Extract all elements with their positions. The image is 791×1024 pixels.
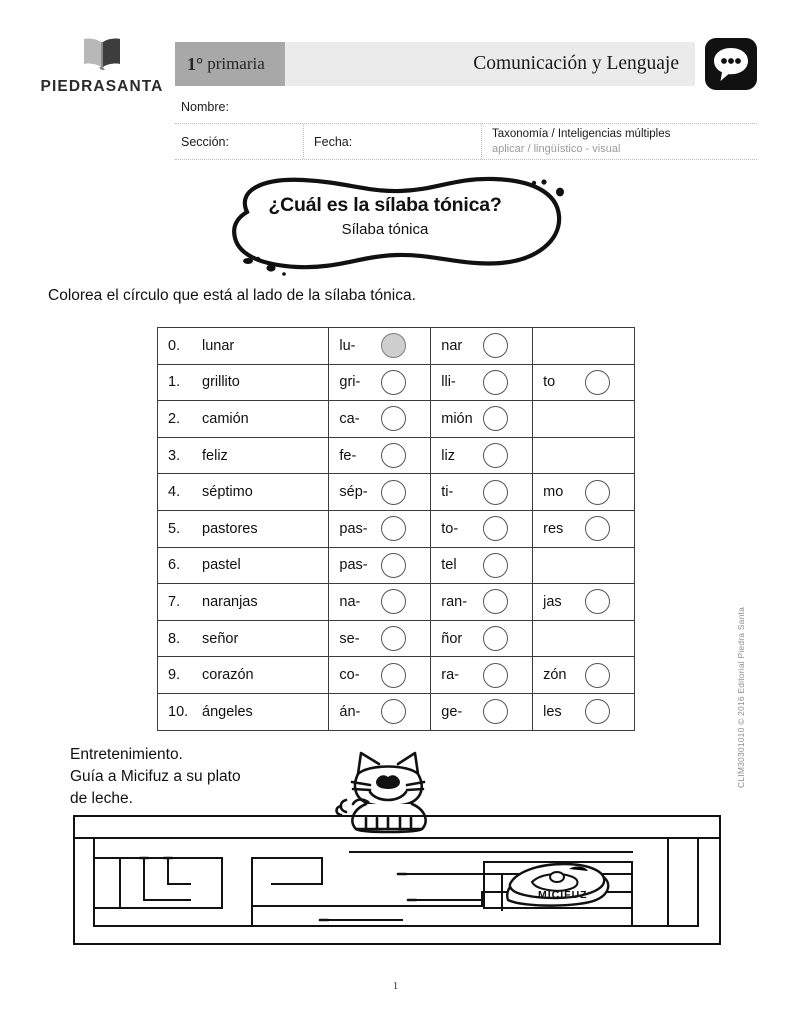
syllable-circle[interactable]	[381, 699, 406, 724]
syllable-text: ti-	[441, 484, 454, 501]
taxonomy-line-2: aplicar / lingüístico - visual	[492, 142, 621, 155]
fecha-label: Fecha:	[314, 134, 353, 149]
table-row	[158, 584, 635, 621]
syllable-cell	[329, 547, 431, 584]
word-cell	[158, 401, 329, 438]
syllable-circle[interactable]	[483, 516, 508, 541]
row-index: 8.	[168, 630, 181, 647]
table-row	[158, 328, 635, 365]
syllable-text: co-	[339, 667, 360, 684]
syllable-circle[interactable]	[381, 589, 406, 614]
page-number: 1	[392, 980, 399, 992]
word-text: pastel	[202, 557, 241, 574]
maze-puzzle	[72, 814, 722, 946]
field-fecha[interactable]	[303, 124, 481, 159]
syllable-text: res	[543, 520, 564, 537]
syllable-cell	[533, 693, 635, 730]
syllable-cell	[533, 474, 635, 511]
word-text: ángeles	[202, 703, 253, 720]
publisher-logo	[32, 36, 172, 96]
syllable-text: mión	[441, 410, 473, 427]
table-row	[158, 364, 635, 401]
syllable-text: se-	[339, 630, 360, 647]
copyright-notice: CLIM30301010 © 2016 Editorial Piedra Santa	[736, 607, 746, 788]
syllable-circle[interactable]	[483, 663, 508, 688]
syllable-circle[interactable]	[483, 553, 508, 578]
syllable-cell	[431, 364, 533, 401]
row-index: 5.	[168, 520, 181, 537]
syllable-circle[interactable]	[585, 589, 610, 614]
syllable-circle[interactable]	[381, 626, 406, 651]
syllable-circle[interactable]	[381, 516, 406, 541]
syllable-text: ca-	[339, 410, 360, 427]
syllable-cell	[431, 620, 533, 657]
syllable-cell	[329, 474, 431, 511]
row-index: 10.	[168, 703, 189, 720]
syllable-circle[interactable]	[483, 699, 508, 724]
table-row	[158, 547, 635, 584]
syllable-circle[interactable]	[585, 480, 610, 505]
table-row	[158, 474, 635, 511]
word-text: señor	[202, 630, 239, 647]
syllable-cell	[431, 328, 533, 365]
instruction-text: Colorea el círculo que está al lado de la sílaba tónica.	[48, 287, 416, 304]
student-fields	[175, 90, 757, 160]
syllable-cell	[329, 401, 431, 438]
subject-title: Comunicación y Lenguaje	[473, 53, 679, 74]
syllable-circle[interactable]	[585, 516, 610, 541]
word-text: feliz	[202, 447, 228, 464]
syllable-circle[interactable]	[483, 443, 508, 468]
syllable-cell	[431, 584, 533, 621]
entertainment-line-3: de leche.	[70, 790, 133, 807]
syllable-circle[interactable]	[381, 333, 406, 358]
syllable-text: zón	[543, 667, 567, 684]
milk-bowl-icon	[507, 864, 608, 906]
syllable-circle[interactable]	[483, 333, 508, 358]
title-text-group	[185, 194, 585, 238]
syllable-circle[interactable]	[483, 480, 508, 505]
entertainment-line-1: Entretenimiento.	[70, 746, 183, 763]
syllable-circle[interactable]	[483, 406, 508, 431]
open-book-icon	[80, 36, 124, 72]
speech-bubble-icon	[705, 38, 757, 90]
word-cell	[158, 437, 329, 474]
syllable-circle[interactable]	[585, 370, 610, 395]
grade-label: primaria	[207, 54, 265, 73]
row-index: 2.	[168, 410, 181, 427]
word-text: lunar	[202, 337, 235, 354]
word-cell	[158, 584, 329, 621]
header-bar	[175, 42, 695, 86]
syllable-text: gri-	[339, 374, 361, 391]
word-text: séptimo	[202, 484, 253, 501]
syllable-text: nar	[441, 337, 463, 354]
syllable-text: ran-	[441, 593, 468, 610]
field-seccion[interactable]	[175, 124, 303, 159]
syllable-text: mo	[543, 484, 564, 501]
row-index: 6.	[168, 557, 181, 574]
field-row-secondary	[175, 124, 757, 160]
syllable-text: lu-	[339, 337, 356, 354]
grade-chip	[175, 42, 285, 86]
nombre-label: Nombre:	[181, 99, 229, 114]
row-index: 4.	[168, 484, 181, 501]
table-row	[158, 437, 635, 474]
syllable-circle[interactable]	[483, 589, 508, 614]
syllable-cell	[533, 657, 635, 694]
word-text: corazón	[202, 667, 254, 684]
syllable-circle[interactable]	[381, 443, 406, 468]
entertainment-line-2: Guía a Micifuz a su plato	[70, 768, 241, 785]
word-cell	[158, 657, 329, 694]
page-subtitle: Sílaba tónica	[341, 221, 429, 238]
syllable-circle[interactable]	[381, 480, 406, 505]
syllable-text: to-	[441, 520, 459, 537]
bowl-label: MICIFUZ	[538, 889, 588, 901]
syllable-text: na-	[339, 593, 361, 610]
syllable-cell	[329, 328, 431, 365]
syllable-cell	[431, 474, 533, 511]
publisher-name: PIEDRASANTA	[40, 78, 164, 95]
syllable-cell	[431, 657, 533, 694]
syllable-circle[interactable]	[381, 663, 406, 688]
syllable-circle[interactable]	[483, 626, 508, 651]
syllable-text: les	[543, 703, 562, 720]
syllable-circle[interactable]	[381, 553, 406, 578]
syllable-cell	[431, 547, 533, 584]
syllable-exercise-table	[157, 327, 635, 731]
row-index: 3.	[168, 447, 181, 464]
taxonomy-line-1: Taxonomía / Inteligencias múltiples	[492, 128, 671, 141]
syllable-cell	[533, 364, 635, 401]
syllable-text: tel	[441, 557, 457, 574]
word-cell	[158, 474, 329, 511]
syllable-cell	[431, 401, 533, 438]
syllable-text: án-	[339, 703, 361, 720]
word-text: naranjas	[202, 593, 258, 610]
title-banner	[185, 168, 585, 280]
field-nombre[interactable]	[175, 90, 757, 124]
syllable-cell	[329, 693, 431, 730]
word-text: camión	[202, 410, 249, 427]
syllable-cell	[431, 437, 533, 474]
syllable-text: jas	[543, 593, 562, 610]
table-row	[158, 657, 635, 694]
syllable-cell	[329, 364, 431, 401]
syllable-text: ge-	[441, 703, 463, 720]
syllable-cell	[533, 510, 635, 547]
syllable-circle[interactable]	[585, 699, 610, 724]
word-cell	[158, 620, 329, 657]
syllable-text: lli-	[441, 374, 456, 391]
entertainment-instructions	[70, 744, 241, 810]
syllable-cell	[431, 510, 533, 547]
grade-number: 1°	[187, 53, 204, 74]
word-cell	[158, 693, 329, 730]
syllable-circle[interactable]	[381, 370, 406, 395]
word-cell	[158, 328, 329, 365]
word-cell	[158, 547, 329, 584]
syllable-cell	[329, 657, 431, 694]
table-row	[158, 620, 635, 657]
seccion-label: Sección:	[181, 134, 229, 149]
row-index: 0.	[168, 337, 181, 354]
word-cell	[158, 510, 329, 547]
syllable-text: ñor	[441, 630, 463, 647]
syllable-text: ra-	[441, 667, 459, 684]
syllable-text: liz	[441, 447, 455, 464]
taxonomy-info	[481, 124, 757, 159]
word-text: pastores	[202, 520, 258, 537]
table-row	[158, 510, 635, 547]
syllable-cell	[533, 584, 635, 621]
syllable-circle[interactable]	[585, 663, 610, 688]
syllable-cell	[533, 328, 635, 365]
syllable-cell	[533, 401, 635, 438]
syllable-cell	[329, 584, 431, 621]
syllable-cell	[533, 547, 635, 584]
syllable-cell	[329, 510, 431, 547]
syllable-cell	[533, 620, 635, 657]
table-row	[158, 693, 635, 730]
row-index: 9.	[168, 667, 181, 684]
syllable-circle[interactable]	[381, 406, 406, 431]
syllable-text: pas-	[339, 520, 368, 537]
word-cell	[158, 364, 329, 401]
syllable-text: fe-	[339, 447, 357, 464]
syllable-cell	[533, 437, 635, 474]
syllable-text: sép-	[339, 484, 368, 501]
syllable-cell	[329, 620, 431, 657]
syllable-text: pas-	[339, 557, 368, 574]
syllable-cell	[329, 437, 431, 474]
word-text: grillito	[202, 374, 240, 391]
page-title: ¿Cuál es la sílaba tónica?	[268, 194, 502, 216]
syllable-circle[interactable]	[483, 370, 508, 395]
syllable-cell	[431, 693, 533, 730]
table-row	[158, 401, 635, 438]
syllable-text: to	[543, 374, 556, 391]
row-index: 7.	[168, 593, 181, 610]
row-index: 1.	[168, 374, 181, 391]
